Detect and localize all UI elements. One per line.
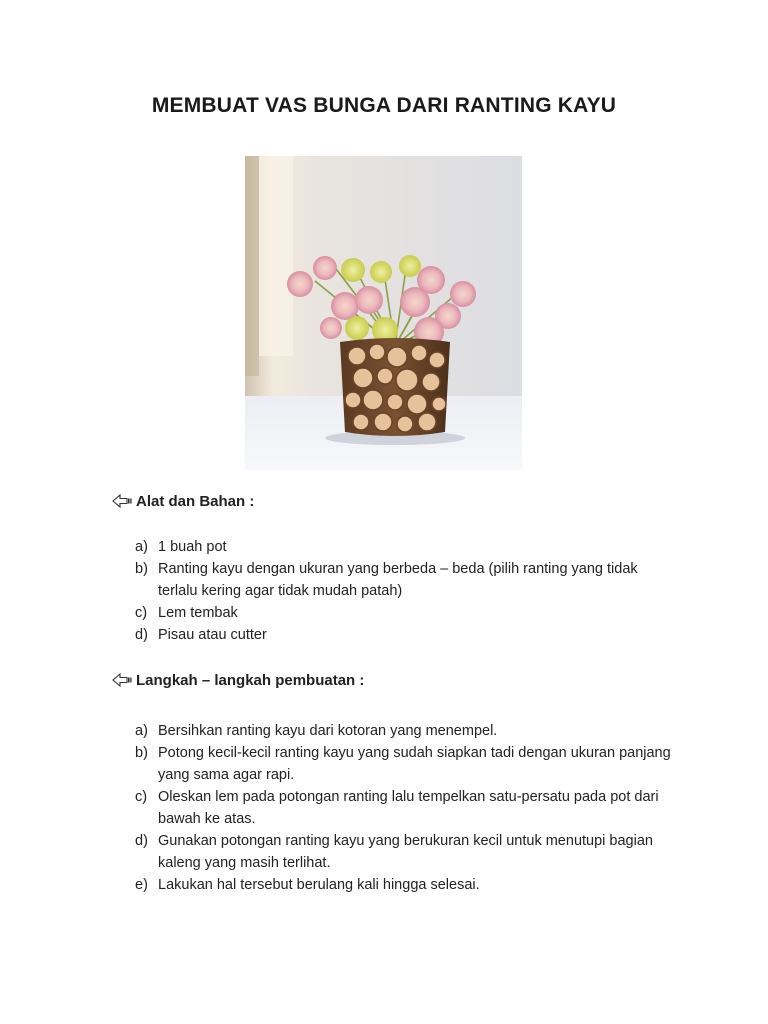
arrow-bullet-icon: [112, 494, 132, 508]
materials-heading-text: Alat dan Bahan :: [136, 492, 255, 510]
steps-list: [112, 720, 672, 896]
list-marker: b): [135, 745, 148, 761]
list-marker: b): [135, 561, 148, 577]
materials-heading: [112, 490, 672, 512]
list-item: [112, 720, 672, 742]
list-item-text: 1 buah pot: [158, 539, 227, 555]
list-marker: c): [135, 789, 148, 805]
list-item: [112, 558, 672, 602]
page-title: MEMBUAT VAS BUNGA DARI RANTING KAYU: [151, 94, 617, 117]
steps-heading-text: Langkah – langkah pembuatan :: [136, 671, 365, 689]
list-item: [112, 742, 672, 786]
materials-section: [112, 490, 672, 646]
list-marker: a): [135, 723, 148, 739]
list-marker: d): [135, 627, 148, 643]
list-item: [112, 624, 672, 646]
list-marker: e): [135, 877, 148, 893]
list-marker: d): [135, 833, 148, 849]
list-item: [112, 874, 672, 896]
list-item-text: Oleskan lem pada potongan ranting lalu tempelkan satu-persatu pada pot dari bawah ke atas.: [158, 789, 659, 827]
list-item-text: Lakukan hal tersebut berulang kali hingga selesai.: [158, 877, 480, 893]
list-item-text: Lem tembak: [158, 605, 238, 621]
list-item: [112, 786, 672, 830]
list-item-text: Potong kecil-kecil ranting kayu yang sudah siapkan tadi dengan ukuran panjang yang sama agar rapi.: [158, 745, 671, 783]
list-item-text: Bersihkan ranting kayu dari kotoran yang menempel.: [158, 723, 498, 739]
list-item-text: Pisau atau cutter: [158, 627, 267, 643]
steps-section: [112, 669, 672, 896]
list-item-text: Gunakan potongan ranting kayu yang berukuran kecil untuk menutupi bagian kaleng yang masih terlihat.: [158, 833, 653, 871]
list-marker: c): [135, 605, 148, 621]
list-marker: a): [135, 539, 148, 555]
flower-vase-photo: [245, 156, 522, 470]
arrow-bullet-icon: [112, 673, 132, 687]
materials-list: [112, 536, 672, 646]
list-item: [112, 602, 672, 624]
list-item-text: Ranting kayu dengan ukuran yang berbeda – beda (pilih ranting yang tidak terlalu kering agar tidak mudah patah): [158, 561, 638, 599]
list-item: [112, 830, 672, 874]
steps-heading: [112, 669, 672, 691]
list-item: [112, 536, 672, 558]
